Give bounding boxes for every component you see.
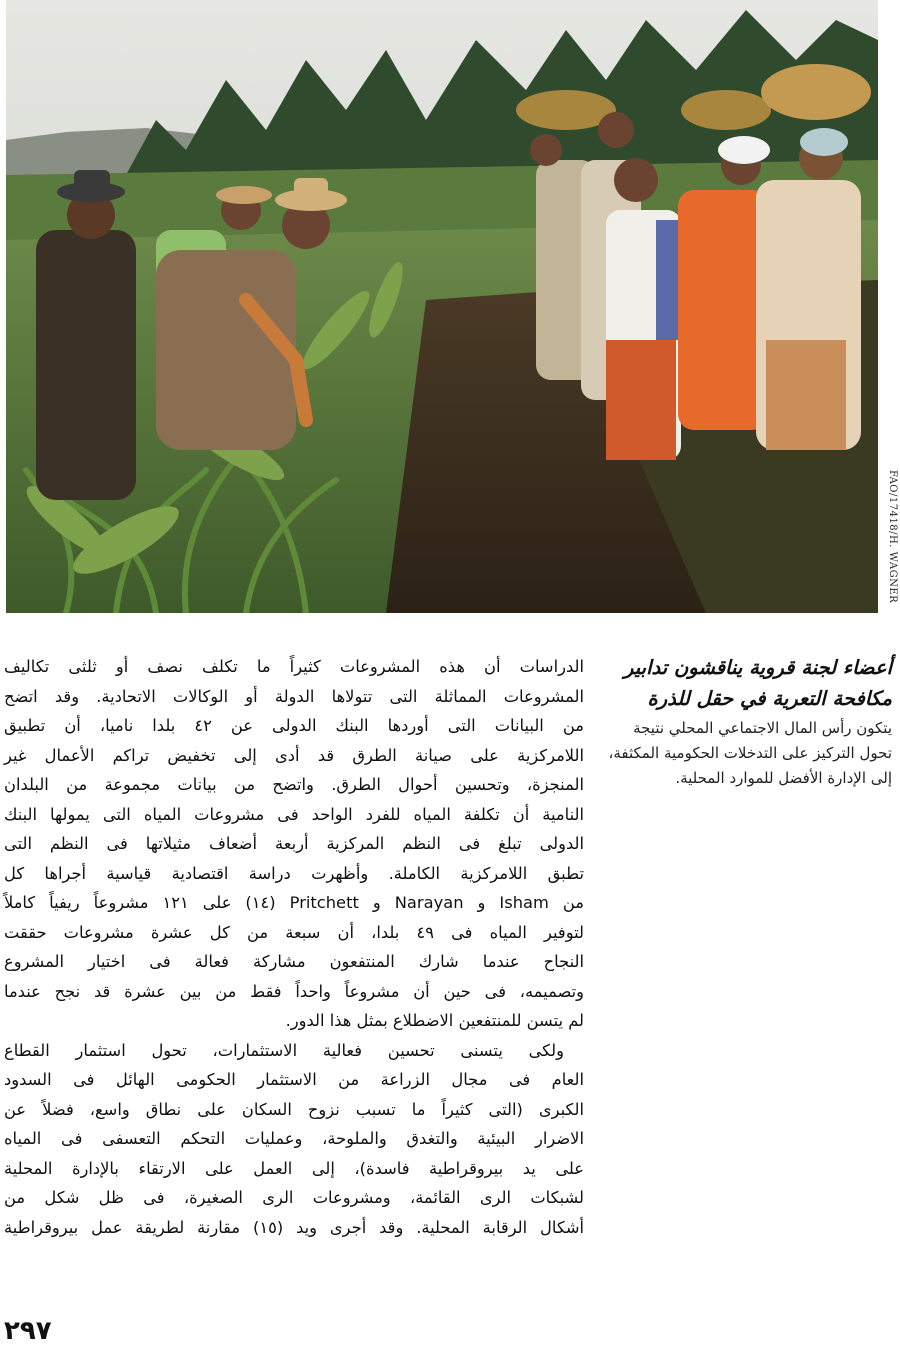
text-line: لشبكات الرى القائمة، ومشروعات الرى الصغيرة، فى ظل شكل من	[4, 1188, 584, 1207]
page-number: ٢٩٧	[4, 1316, 52, 1346]
text-line: المشروعات المماثلة التى تتولاها الدولة أو الوكالات الاتحادية. وقد اتضح	[4, 686, 584, 706]
text-line: اللامركزية على صيانة الطرق قد أدى إلى تخفيض تراكم الأعمال غير	[4, 745, 584, 765]
article-paragraph-2	[4, 1036, 584, 1066]
text-line: لم يتسن للمنتفعين الاضطلاع بمثل هذا الدور.	[285, 1011, 584, 1030]
text-line: الدولى تبلغ فى النظم المركزية أربعة أضعاف مثيلاتها فى النظم التى	[4, 834, 584, 853]
article-body	[4, 652, 584, 1242]
text-line: النجاح عندما شارك المنتفعون مشاركة فعالة فى اختيار المشروع	[4, 952, 584, 971]
field-photo	[6, 0, 878, 613]
caption-body: يتكون رأس المال الاجتماعي المحلي نتيجة تحول التركيز على التدخلات الحكومية المكثفة، إلى الإدارة الأفضل للموارد المحلية.	[608, 719, 892, 787]
field-photo-icon	[6, 0, 878, 613]
article-paragraph-2-cont	[4, 1065, 584, 1242]
text-line: وتصميمه، فى حين أن مشروعاً واحداً فقط من بين عشرة قد نجح عندما	[4, 981, 584, 1001]
text-line: تطبق اللامركزية الكاملة. وأظهرت دراسة اقتصادية قياسية أجراها كل	[4, 863, 584, 883]
text-line: النامية أن تكلفة المياه للفرد الواحد فى مشروعات المياه التى يمولها البنك	[4, 804, 584, 824]
text-line: الاضرار البيئية والتغدق والملوحة، وعمليات التحكم التعسفى فى المياه	[4, 1129, 584, 1148]
text-line: الكبرى (التى كثيراً ما تسبب نزوح السكان على نطاق واسع، فضلاً عن	[4, 1099, 584, 1119]
photo-caption	[608, 652, 892, 791]
text-line: من Isham و Narayan و Pritchett (١٤) على ١٢١ مشروعاً ريفياً كاملاً	[4, 893, 585, 912]
text-line: على يد بيروقراطية فاسدة)، إلى العمل على الارتقاء بالإدارة المحلية	[4, 1158, 584, 1178]
caption-title: أعضاء لجنة قروية يناقشون تدابير مكافحة التعرية في حقل للذرة	[624, 656, 892, 710]
article-paragraph-1	[4, 652, 584, 1036]
text-line: العام فى مجال الزراعة من الاستثمار الحكومى الهائل فى السدود	[4, 1070, 584, 1089]
text-line: المنجزة، وتحسين أحوال الطرق. واتضح من بيانات مجموعة من البلدان	[4, 775, 584, 794]
text-line: أشكال الرقابة المحلية. وقد أجرى ويد (١٥) مقارنة لطريقة عمل بيروقراطية	[4, 1217, 584, 1237]
text-line: لتوفير المياه فى ٤٩ بلدا، أن سبعة من كل عشرة مشروعات حققت	[4, 922, 584, 942]
text-line: الدراسات أن هذه المشروعات كثيراً ما تكلف نصف أو ثلثى تكاليف	[4, 657, 584, 676]
text-line: من البيانات التى أوردها البنك الدولى عن ٤٢ بلدا ناميا، أن تطبيق	[4, 716, 584, 735]
text-line: ولكى يتسنى تحسين فعالية الاستثمارات، تحول استثمار القطاع	[4, 1040, 564, 1060]
photo-credit: FAO/17418/H. WAGNER	[887, 470, 898, 604]
